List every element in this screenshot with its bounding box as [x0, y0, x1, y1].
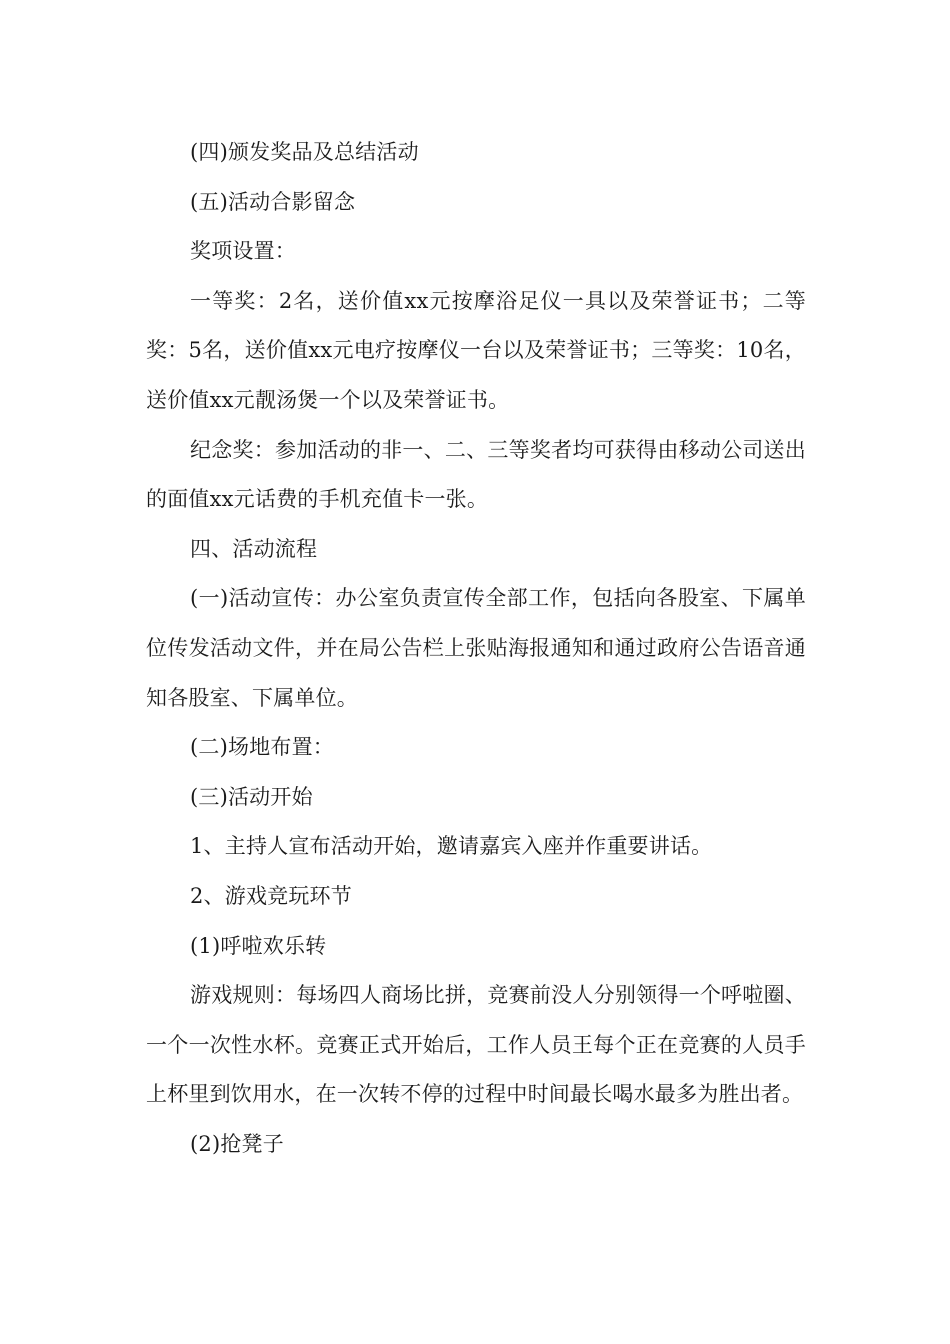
- paragraph-host-announcement: 1、主持人宣布活动开始，邀请嘉宾入座并作重要讲话。: [190, 834, 713, 859]
- paragraph-publicity: (一)活动宣传：办公室负责宣传全部工作，包括向各股室、下属单位传发活动文件，并在局公告栏上张贴海报通知和通过政府公告语音通知各股室、下属单位。: [146, 586, 806, 710]
- paragraph-award-ceremony: (四)颁发奖品及总结活动: [190, 140, 419, 164]
- paragraph-musical-chairs: (2)抢凳子: [190, 1131, 284, 1156]
- paragraph-game-section: 2、游戏竞玩环节: [190, 883, 352, 908]
- paragraph-activity-start: (三)活动开始: [190, 784, 313, 809]
- document-body: [146, 128, 806, 1169]
- paragraph-commemorative-prize: 纪念奖：参加活动的非一、二、三等奖者均可获得由移动公司送出的面值xx元话费的手机充值卡一张。: [146, 437, 806, 512]
- paragraph-venue-setup: (二)场地布置：: [190, 735, 334, 760]
- paragraph-award-settings-heading: 奖项设置：: [190, 239, 296, 264]
- section-heading-activity-flow: 四、活动流程: [190, 536, 318, 561]
- paragraph-game-rules: 游戏规则：每场四人商场比拼，竞赛前没人分别领得一个呼啦圈、一个一次性水杯。竞赛正式开始后，工作人员王每个正在竞赛的人员手上杯里到饮用水，在一次转不停的过程中时间最长喝水最多为胜出者。: [146, 983, 806, 1107]
- paragraph-hula-hoop-game: (1)呼啦欢乐转: [190, 933, 327, 958]
- paragraph-prize-tiers: 一等奖：2名，送价值xx元按摩浴足仪一具以及荣誉证书；二等奖：5名，送价值xx元电疗按摩仪一台以及荣誉证书；三等奖：10名，送价值xx元靓汤煲一个以及荣誉证书。: [146, 288, 806, 412]
- paragraph-group-photo: (五)活动合影留念: [190, 189, 356, 214]
